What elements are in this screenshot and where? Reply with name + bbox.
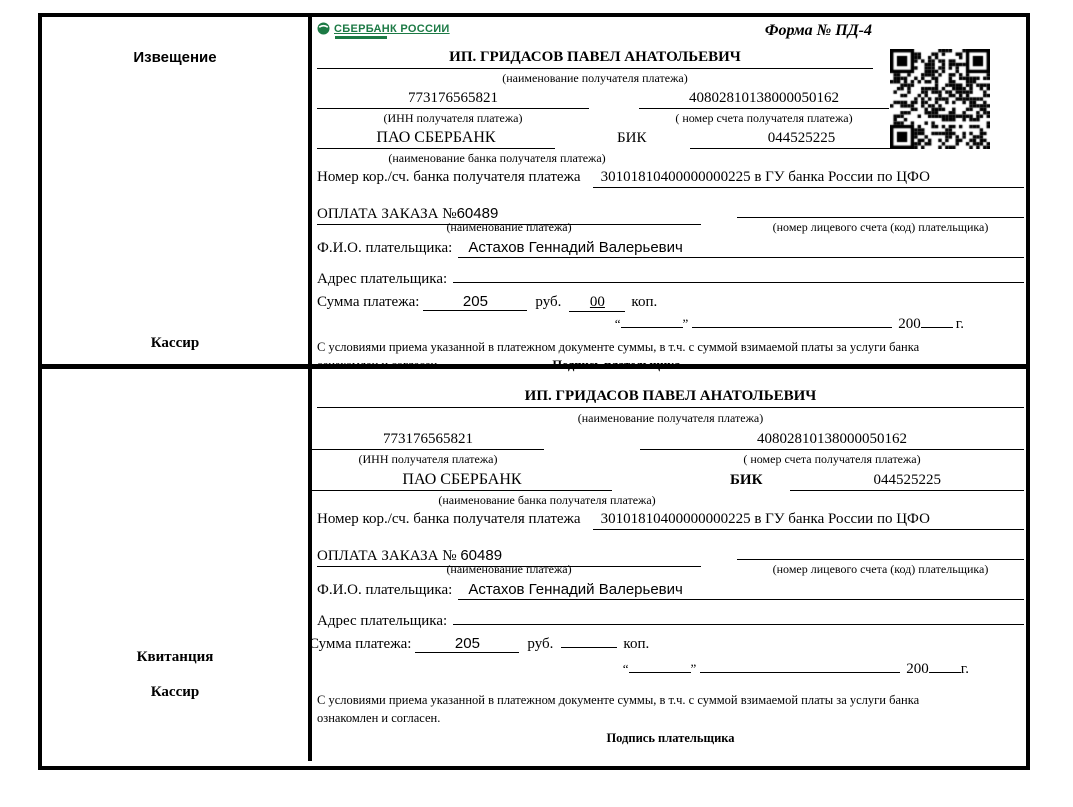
personal-account-field	[737, 192, 1024, 218]
cashier-label: Кассир	[150, 335, 200, 351]
bank-name-field: ПАО СБЕРБАНК	[317, 129, 555, 149]
terms-line1: С условиями приема указанной в платежном документе суммы, в т.ч. с суммой взимаемой платы за услуги банка	[317, 340, 920, 354]
receipt-stub	[42, 369, 312, 761]
terms-line2-2: ознакомлен и согласен.	[317, 710, 441, 725]
date-line	[317, 316, 964, 333]
personal-account-caption-2: (номер лицевого счета (код) плательщика)	[772, 562, 989, 576]
payment-form-pd4	[38, 13, 1030, 770]
korr-account-field-2: 30101810400000000225 в ГУ банка России по ЦФО	[593, 511, 1024, 530]
bik-label-2: БИК	[730, 472, 763, 488]
notice-stub	[42, 17, 312, 364]
payer-address-label-2: Адрес плательщика:	[317, 613, 448, 629]
account-caption-2: ( номер счета получателя платежа)	[743, 452, 921, 466]
notice-form	[312, 17, 1026, 372]
account-caption: ( номер счета получателя платежа)	[675, 111, 853, 125]
personal-account-caption: (номер лицевого счета (код) плательщика)	[772, 220, 989, 234]
rub-label: руб.	[535, 294, 562, 310]
korr-account-field: 30101810400000000225 в ГУ банка России по ЦФО	[593, 169, 1024, 188]
payer-name-label-2: Ф.И.О. плательщика:	[317, 582, 453, 598]
recipient-name-2: ИП. ГРИДАСОВ ПАВЕЛ АНАТОЛЬЕВИЧ	[317, 385, 1024, 408]
receipt-form	[309, 369, 1026, 761]
bank-name-field-2: ПАО СБЕРБАНК	[312, 471, 612, 491]
year-prefix: 200	[898, 316, 921, 332]
recipient-name-caption: (наименование получателя платежа)	[502, 71, 688, 85]
recipient-account-field: 40802810138000050162	[639, 90, 889, 109]
sberbank-logo-icon	[317, 22, 330, 35]
personal-account-field-2	[737, 534, 1024, 560]
payer-address-label: Адрес плательщика:	[317, 271, 448, 287]
kop-label-2: коп.	[623, 636, 650, 652]
open-quote: “	[614, 316, 621, 331]
bank-name-caption-2: (наименование банка получателя платежа)	[438, 493, 656, 507]
date-year-field	[921, 327, 953, 328]
payer-address-field-2	[453, 605, 1024, 625]
date-month-field	[692, 327, 892, 328]
payer-address-field	[453, 263, 1024, 283]
bik-field-2: 044525225	[790, 472, 1024, 491]
purpose-caption-2: (наименование платежа)	[446, 562, 572, 576]
purpose-caption: (наименование платежа)	[446, 220, 572, 234]
sum-label: Сумма платежа:	[317, 294, 420, 310]
sberbank-logo-text: СБЕРБАНК РОССИИ	[334, 22, 450, 35]
receipt-section	[42, 369, 1026, 761]
recipient-name-caption-2: (наименование получателя платежа)	[577, 411, 764, 425]
sum-rub-field-2: 205	[415, 635, 519, 653]
payer-name-field: Астахов Геннадий Валерьевич	[458, 239, 1024, 258]
inn-caption: (ИНН получателя платежа)	[383, 111, 523, 125]
payer-name-label: Ф.И.О. плательщика:	[317, 240, 453, 256]
sberbank-logo	[317, 22, 467, 39]
recipient-account-field-2: 40802810138000050162	[640, 431, 1024, 450]
year-suffix: г.	[955, 316, 964, 332]
purpose-label: ОПЛАТА ЗАКАЗА №	[317, 206, 457, 222]
rub-label-2: руб.	[527, 636, 554, 652]
date-day-field-2	[629, 672, 691, 673]
date-line-2	[317, 661, 969, 678]
bik-field: 044525225	[690, 130, 912, 149]
form-number-label: Форма № ПД-4	[764, 22, 872, 39]
terms-line1-2: С условиями приема указанной в платежном документе суммы, в т.ч. с суммой взимаемой платы за услуги банка	[317, 693, 920, 707]
notice-section	[42, 17, 1026, 372]
qr-code	[890, 49, 990, 149]
sum-rub-field: 205	[423, 293, 527, 311]
close-quote-2: ”	[690, 661, 697, 676]
date-day-field	[621, 327, 683, 328]
recipient-name: ИП. ГРИДАСОВ ПАВЕЛ АНАТОЛЬЕВИЧ	[317, 46, 873, 69]
signature-label: Подпись плательщика	[552, 357, 681, 372]
open-quote-2: “	[622, 661, 629, 676]
recipient-inn-field: 773176565821	[317, 90, 589, 109]
sum-label-2: Сумма платежа:	[309, 636, 412, 652]
purpose-value-2: 60489	[460, 547, 503, 564]
year-suffix-2: г.	[960, 661, 969, 677]
kop-label: коп.	[631, 294, 658, 310]
sum-kop-value: 00	[589, 294, 605, 310]
bik-label: БИК	[617, 130, 647, 146]
sberbank-logo-subtext-bar	[335, 36, 387, 39]
sum-kop-field-2	[561, 647, 617, 648]
bank-name-caption: (наименование банка получателя платежа)	[388, 151, 606, 165]
purpose-value: 60489	[456, 205, 499, 222]
cashier-label-2: Кассир	[150, 684, 200, 700]
purpose-label-2: ОПЛАТА ЗАКАЗА №	[317, 548, 457, 564]
date-year-field-2	[929, 672, 961, 673]
receipt-label: Квитанция	[136, 649, 214, 665]
terms-text-2	[317, 692, 1024, 727]
korr-account-label-2: Номер кор./сч. банка получателя платежа	[317, 511, 581, 527]
korr-account-label: Номер кор./сч. банка получателя платежа	[317, 169, 581, 185]
signature-label-2: Подпись плательщика	[606, 731, 735, 745]
date-month-field-2	[700, 672, 900, 673]
inn-caption-2: (ИНН получателя платежа)	[358, 452, 498, 466]
notice-label: Извещение	[133, 49, 217, 66]
payer-name-field-2: Астахов Геннадий Валерьевич	[458, 581, 1024, 600]
recipient-inn-field-2: 773176565821	[312, 431, 544, 450]
terms-line2: ознакомлен и согласен.	[317, 357, 441, 372]
close-quote: ”	[682, 316, 689, 331]
sum-kop-field	[569, 294, 625, 312]
year-prefix-2: 200	[906, 661, 929, 677]
